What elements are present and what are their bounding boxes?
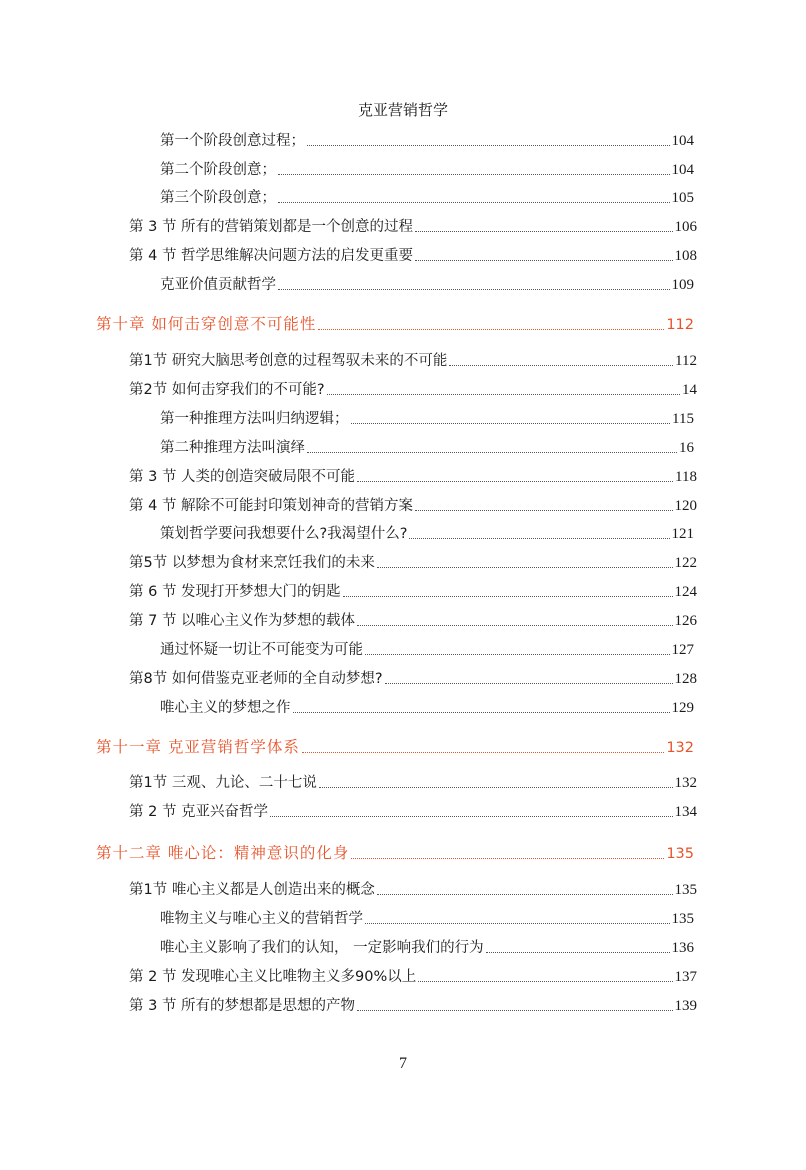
toc-section-entry bbox=[129, 496, 697, 516]
toc-section-entry bbox=[129, 217, 697, 237]
dot-leader bbox=[357, 1010, 672, 1011]
toc-section-entry bbox=[129, 553, 697, 573]
toc-entry-title: 通过怀疑一切让不可能变为可能 bbox=[160, 642, 363, 658]
toc-subentry bbox=[160, 160, 694, 180]
toc-entry-page: 135 bbox=[674, 882, 697, 898]
dot-leader bbox=[307, 452, 677, 453]
toc-entry-page: 120 bbox=[674, 498, 697, 514]
toc-subentry bbox=[160, 909, 694, 929]
toc-entry-title: 第十章 如何击穿创意不可能性 bbox=[96, 315, 317, 333]
toc-entry-page: 109 bbox=[671, 277, 694, 293]
toc-entry-page: 132 bbox=[674, 775, 697, 791]
dot-leader bbox=[449, 365, 673, 366]
dot-leader bbox=[302, 752, 664, 753]
toc-entry-title: 第 4 节 哲学思维解决问题方法的启发更重要 bbox=[129, 248, 414, 264]
dot-leader bbox=[318, 329, 664, 330]
toc-section-entry bbox=[129, 380, 697, 400]
toc-entry-page: 129 bbox=[671, 700, 694, 716]
dot-leader bbox=[418, 981, 672, 982]
dot-leader bbox=[307, 145, 670, 146]
toc-entry-title: 第二种推理方法叫演绎 bbox=[160, 440, 305, 456]
toc-entry-page: 136 bbox=[671, 940, 694, 956]
toc-entry-title: 第1节 三观、九论、二十七说 bbox=[129, 775, 317, 791]
toc-section-entry bbox=[129, 351, 697, 371]
toc-subentry bbox=[160, 640, 694, 660]
toc-chapter-entry bbox=[96, 843, 694, 864]
toc-section-entry bbox=[129, 246, 697, 266]
dot-leader bbox=[357, 625, 672, 626]
toc-entry-title: 唯物主义与唯心主义的营销哲学 bbox=[160, 911, 363, 927]
toc-section-entry bbox=[129, 996, 697, 1016]
toc-section-entry bbox=[129, 669, 697, 689]
toc-entry-title: 第 3 节 所有的梦想都是思想的产物 bbox=[129, 998, 356, 1014]
toc-entry-page: 137 bbox=[674, 969, 697, 985]
toc-subentry bbox=[160, 698, 694, 718]
toc-entry-title: 第二个阶段创意； bbox=[160, 162, 276, 178]
toc-section-entry bbox=[129, 802, 697, 822]
toc-entry-title: 第 2 节 发现唯心主义比唯物主义多90%以上 bbox=[129, 969, 417, 985]
dot-leader bbox=[351, 423, 671, 424]
dot-leader bbox=[365, 923, 670, 924]
toc-entry-page: 112 bbox=[666, 317, 694, 333]
toc-entry-page: 14 bbox=[682, 382, 697, 398]
toc-entry-page: 124 bbox=[674, 584, 697, 600]
toc-entry-title: 第 3 节 人类的创造突破局限不可能 bbox=[129, 469, 356, 485]
toc-entry-page: 105 bbox=[671, 190, 694, 206]
toc-entry-title: 第 2 节 克亚兴奋哲学 bbox=[129, 804, 269, 820]
toc-entry-title: 第十二章 唯心论：精神意识的化身 bbox=[96, 844, 350, 862]
dot-leader bbox=[293, 712, 670, 713]
dot-leader bbox=[385, 683, 673, 684]
toc-entry-page: 127 bbox=[671, 642, 694, 658]
toc-entry-page: 106 bbox=[674, 219, 697, 235]
toc-entry-title: 第一种推理方法叫归纳逻辑； bbox=[160, 411, 349, 427]
toc-section-entry bbox=[129, 773, 697, 793]
toc-section-entry bbox=[129, 880, 697, 900]
toc-section-entry bbox=[129, 582, 697, 602]
toc-entry-title: 第 3 节 所有的营销策划都是一个创意的过程 bbox=[129, 219, 414, 235]
toc-entry-title: 第 4 节 解除不可能封印策划神奇的营销方案 bbox=[129, 498, 414, 514]
toc-entry-title: 第 6 节 发现打开梦想大门的钥匙 bbox=[129, 584, 341, 600]
toc-entry-page: 139 bbox=[674, 998, 697, 1014]
toc-entry-page: 16 bbox=[679, 440, 694, 456]
toc-entry-title: 第8节 如何借鉴克亚老师的全自动梦想? bbox=[129, 671, 383, 687]
toc-entry-page: 112 bbox=[675, 353, 697, 369]
toc-subentry bbox=[160, 275, 694, 295]
toc-subentry bbox=[160, 188, 694, 208]
dot-leader bbox=[486, 952, 670, 953]
toc-entry-title: 第1节 唯心主义都是人创造出来的概念 bbox=[129, 882, 375, 898]
toc-entry-title: 策划哲学要问我想要什么?我渴望什么? bbox=[160, 526, 408, 542]
toc-chapter-entry bbox=[96, 314, 694, 335]
toc-subentry bbox=[160, 524, 694, 544]
toc-section-entry bbox=[129, 467, 697, 487]
toc-entry-title: 第5节 以梦想为食材来烹饪我们的未来 bbox=[129, 555, 375, 571]
toc-entry-page: 134 bbox=[674, 804, 697, 820]
toc-entry-page: 135 bbox=[671, 911, 694, 927]
dot-leader bbox=[357, 481, 673, 482]
dot-leader bbox=[409, 538, 669, 539]
dot-leader bbox=[415, 510, 672, 511]
dot-leader bbox=[343, 596, 673, 597]
toc-entry-title: 第2节 如何击穿我们的不可能? bbox=[129, 382, 325, 398]
toc-entry-page: 108 bbox=[674, 248, 697, 264]
dot-leader bbox=[351, 858, 664, 859]
toc-entry-title: 第一个阶段创意过程； bbox=[160, 133, 305, 149]
dot-leader bbox=[415, 231, 672, 232]
toc-entry-title: 第三个阶段创意； bbox=[160, 190, 276, 206]
dot-leader bbox=[327, 394, 680, 395]
toc-entry-page: 126 bbox=[674, 613, 697, 629]
toc-entry-page: 132 bbox=[666, 740, 694, 756]
dot-leader bbox=[278, 289, 670, 290]
running-header: 克亚营销哲学 bbox=[357, 101, 448, 119]
toc-entry-title: 第十一章 克亚营销哲学体系 bbox=[96, 738, 300, 756]
toc-entry-page: 104 bbox=[671, 133, 694, 149]
toc-subentry bbox=[160, 131, 694, 151]
toc-entry-title: 第 7 节 以唯心主义作为梦想的载体 bbox=[129, 613, 356, 629]
toc-subentry bbox=[160, 409, 694, 429]
dot-leader bbox=[270, 816, 672, 817]
toc-section-entry bbox=[129, 967, 697, 987]
dot-leader bbox=[319, 787, 673, 788]
toc-entry-title: 第1节 研究大脑思考创意的过程驾驭未来的不可能 bbox=[129, 353, 448, 369]
toc-subentry bbox=[160, 938, 694, 958]
toc-subentry bbox=[160, 438, 694, 458]
toc-entry-page: 118 bbox=[675, 469, 697, 485]
toc-entry-page: 115 bbox=[672, 411, 694, 427]
toc-entry-title: 克亚价值贡献哲学 bbox=[160, 277, 276, 293]
toc-entry-title: 唯心主义的梦想之作 bbox=[160, 700, 291, 716]
page-number: 7 bbox=[399, 1055, 407, 1072]
dot-leader bbox=[365, 654, 670, 655]
dot-leader bbox=[377, 567, 673, 568]
toc-entry-page: 135 bbox=[666, 846, 694, 862]
dot-leader bbox=[415, 260, 672, 261]
dot-leader bbox=[278, 202, 670, 203]
toc-chapter-entry bbox=[96, 737, 694, 758]
toc-entry-page: 128 bbox=[674, 671, 697, 687]
toc-entry-title: 唯心主义影响了我们的认知， 一定影响我们的行为 bbox=[160, 940, 484, 956]
toc-entry-page: 122 bbox=[674, 555, 697, 571]
toc-section-entry bbox=[129, 611, 697, 631]
toc-entry-page: 104 bbox=[671, 162, 694, 178]
dot-leader bbox=[278, 174, 670, 175]
toc-entry-page: 121 bbox=[671, 526, 694, 542]
dot-leader bbox=[377, 894, 673, 895]
